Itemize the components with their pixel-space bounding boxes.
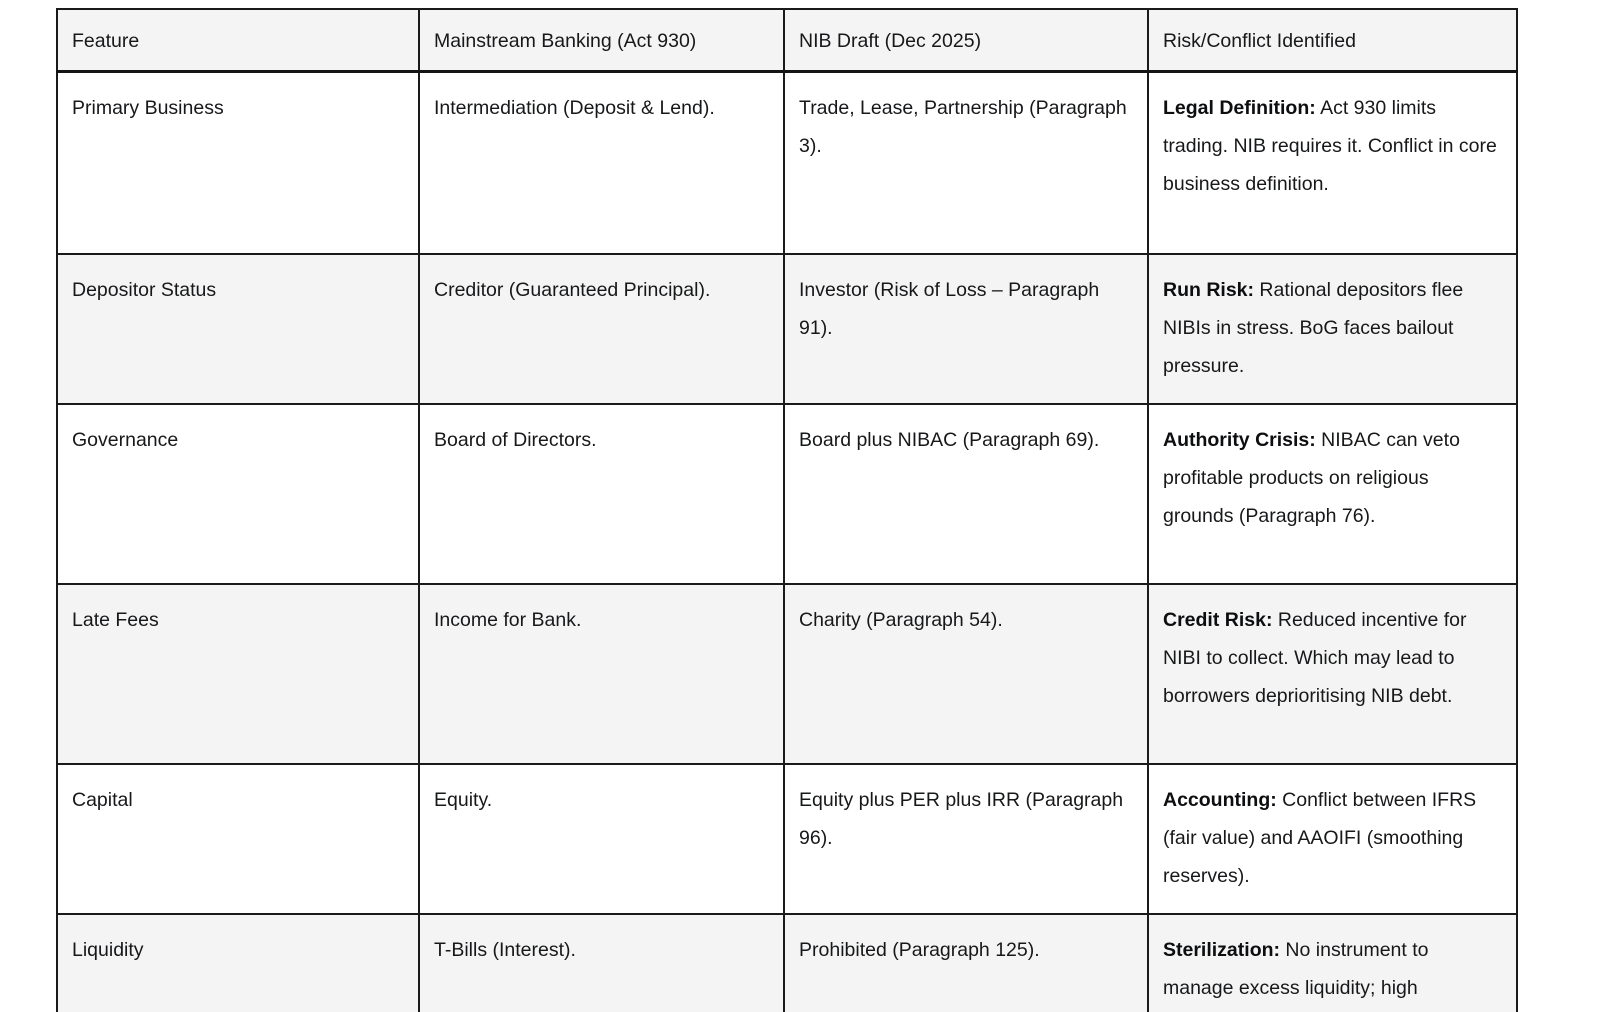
risk-body: Reduced incentive for NIBI to collect. Which may lead to borrowers deprioritising NIB debt.	[1163, 608, 1467, 707]
risk-body: NIBAC can veto profitable products on religious grounds (Paragraph 76).	[1163, 428, 1460, 527]
risk-body: Rational depositors flee NIBIs in stress. BoG faces bailout pressure.	[1163, 278, 1464, 377]
cell-nib	[784, 764, 1148, 914]
risk-lead: Accounting:	[1163, 788, 1277, 811]
cell-nib	[784, 914, 1148, 1012]
cell-feature	[57, 254, 419, 404]
mainstream-text: Intermediation (Deposit & Lend).	[434, 97, 715, 119]
comparison-table-container	[56, 8, 1516, 1012]
mainstream-text: Creditor (Guaranteed Principal).	[434, 278, 711, 301]
table-row	[57, 584, 1517, 764]
nib-text: Prohibited (Paragraph 125).	[799, 938, 1040, 961]
table-row	[57, 72, 1517, 254]
feature-label: Depositor Status	[72, 278, 217, 301]
cell-nib	[784, 584, 1148, 764]
cell-risk	[1148, 254, 1517, 404]
comparison-table	[56, 8, 1518, 1012]
nib-text: Trade, Lease, Partnership (Paragraph 3).	[799, 97, 1127, 157]
table-body	[57, 72, 1517, 1012]
cell-feature	[57, 584, 419, 764]
column-header-risk-conflict: Risk/Conflict Identified	[1148, 9, 1517, 72]
cell-risk	[1148, 914, 1517, 1012]
risk-body: Conflict between IFRS (fair value) and AAOIFI (smoothing reserves).	[1163, 788, 1477, 887]
cell-feature	[57, 404, 419, 584]
column-header-nib-draft: NIB Draft (Dec 2025)	[784, 9, 1148, 72]
mainstream-text: Board of Directors.	[434, 428, 597, 451]
nib-text: Board plus NIBAC (Paragraph 69).	[799, 428, 1100, 451]
cell-feature	[57, 764, 419, 914]
cell-mainstream	[419, 914, 784, 1012]
column-header-mainstream-banking: Mainstream Banking (Act 930)	[419, 9, 784, 72]
cell-risk	[1148, 584, 1517, 764]
risk-body: Act 930 limits trading. NIB requires it. Conflict in core business definition.	[1163, 97, 1497, 195]
mainstream-text: T-Bills (Interest).	[434, 938, 576, 961]
table-header	[57, 9, 1517, 72]
cell-nib	[784, 404, 1148, 584]
nib-text: Equity plus PER plus IRR (Paragraph 96).	[799, 788, 1124, 849]
mainstream-text: Equity.	[434, 788, 493, 811]
cell-mainstream	[419, 404, 784, 584]
risk-lead: Authority Crisis:	[1163, 428, 1316, 451]
feature-label: Late Fees	[72, 608, 159, 631]
cell-risk	[1148, 404, 1517, 584]
cell-mainstream	[419, 72, 784, 254]
feature-label: Capital	[72, 788, 133, 811]
cell-nib	[784, 254, 1148, 404]
feature-label: Liquidity	[72, 938, 144, 961]
risk-lead: Sterilization:	[1163, 938, 1281, 961]
risk-lead: Run Risk:	[1163, 278, 1255, 301]
table-row	[57, 764, 1517, 914]
cell-risk	[1148, 72, 1517, 254]
risk-body: No instrument to manage excess liquidity; high	[1163, 938, 1429, 999]
risk-lead: Legal Definition:	[1163, 97, 1316, 119]
column-header-feature: Feature	[57, 9, 419, 72]
table-row	[57, 254, 1517, 404]
nib-text: Charity (Paragraph 54).	[799, 608, 1003, 631]
cell-nib	[784, 72, 1148, 254]
cell-mainstream	[419, 764, 784, 914]
feature-label: Primary Business	[72, 97, 224, 119]
cell-risk	[1148, 764, 1517, 914]
cell-mainstream	[419, 584, 784, 764]
risk-lead: Credit Risk:	[1163, 608, 1273, 631]
table-row	[57, 914, 1517, 1012]
cell-feature	[57, 914, 419, 1012]
nib-text: Investor (Risk of Loss – Paragraph 91).	[799, 278, 1100, 339]
table-header-row	[57, 9, 1517, 72]
mainstream-text: Income for Bank.	[434, 608, 582, 631]
cell-feature	[57, 72, 419, 254]
table-row	[57, 404, 1517, 584]
cell-mainstream	[419, 254, 784, 404]
feature-label: Governance	[72, 428, 179, 451]
